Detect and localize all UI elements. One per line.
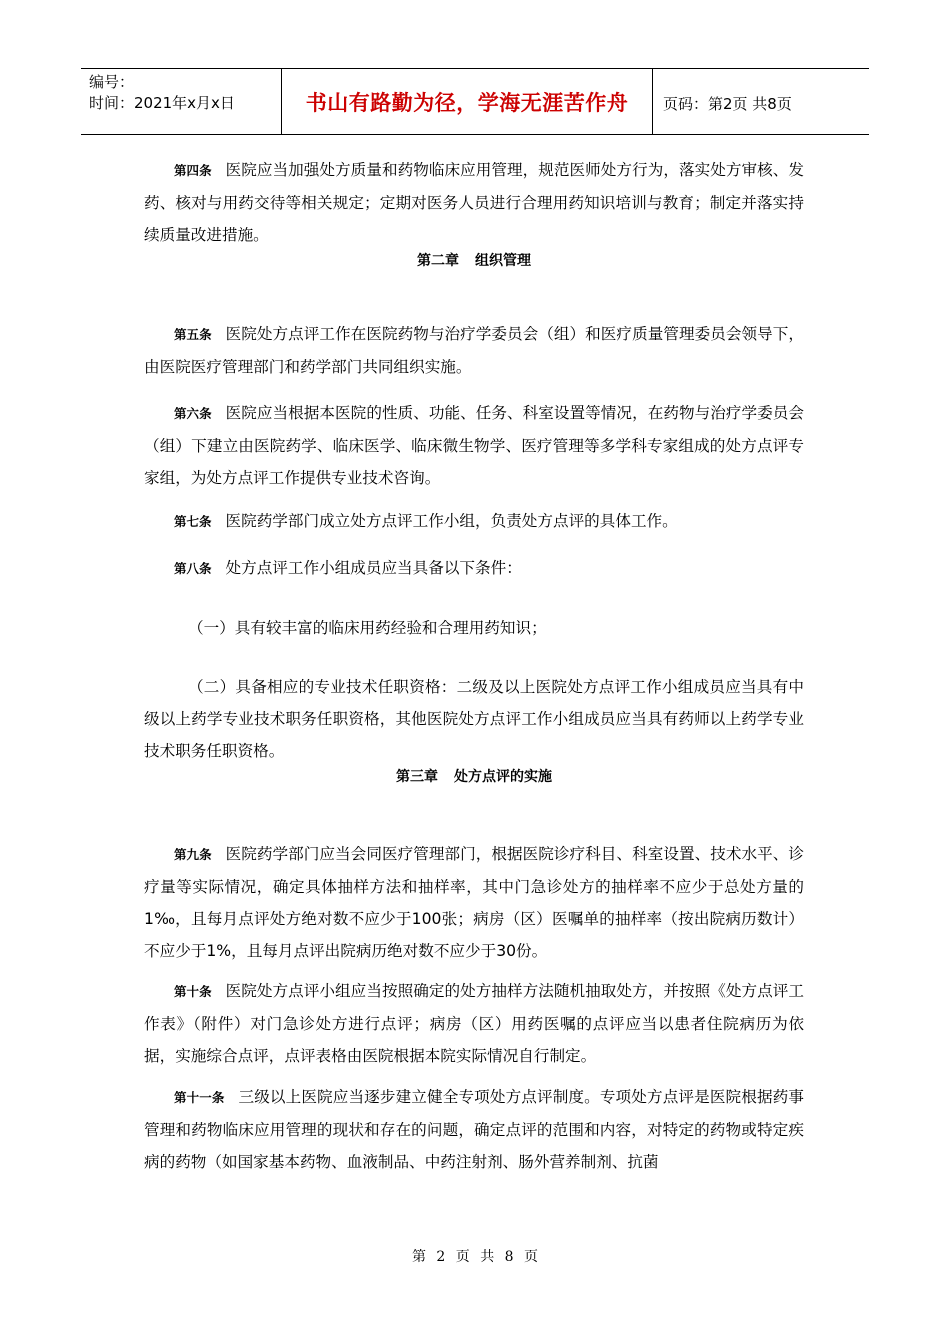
chapter-title: 组织管理 bbox=[475, 253, 531, 269]
article-label: 第十条 bbox=[174, 984, 212, 999]
serial-number-label: 编号： bbox=[89, 73, 135, 91]
article-7 bbox=[144, 505, 804, 538]
condition-text: （一）具有较丰富的临床用药经验和合理用药知识； bbox=[188, 619, 547, 637]
article-label: 第六条 bbox=[174, 406, 212, 421]
header-divider bbox=[652, 69, 653, 134]
article-text: 医院处方点评工作在医院药物与治疗学委员会（组）和医疗质量管理委员会领导下，由医院医疗管理部门和药学部门共同组织实施。 bbox=[144, 325, 804, 376]
header-motto: 书山有路勤为径，学海无涯苦作舟 bbox=[305, 90, 629, 115]
article-11 bbox=[144, 1081, 804, 1178]
header-meta bbox=[89, 72, 235, 114]
article-text: 处方点评工作小组成员应当具备以下条件： bbox=[225, 559, 522, 577]
article-text: 医院药学部门应当会同医疗管理部门，根据医院诊疗科目、科室设置、技术水平、诊疗量等实际情况，确定具体抽样方法和抽样率，其中门急诊处方的抽样率不应少于总处方量的1‰，且每月点评处方绝对数不应少于100张；病房（区）医嘱单的抽样率（按出院病历数计）不应少于1%，且每月点评出院病历绝对数不应少于30份。 bbox=[144, 845, 804, 960]
article-text: 医院应当加强处方质量和药物临床应用管理，规范医师处方行为，落实处方审核、发药、核对与用药交待等相关规定；定期对医务人员进行合理用药知识培训与教育；制定并落实持续质量改进措施。 bbox=[144, 161, 804, 244]
page-footer: 第 2 页 共 8 页 bbox=[411, 1249, 539, 1265]
condition-text: （二）具备相应的专业技术任职资格：二级及以上医院处方点评工作小组成员应当具有中级以上药学专业技术职务任职资格，其他医院处方点评工作小组成员应当具有药师以上药学专业技术职务任职资格。 bbox=[144, 678, 804, 760]
chapter-number: 第二章 bbox=[417, 253, 459, 269]
article-9 bbox=[144, 838, 804, 967]
article-label: 第七条 bbox=[174, 514, 212, 529]
article-8 bbox=[144, 552, 804, 585]
article-10 bbox=[144, 975, 804, 1072]
article-label: 第五条 bbox=[174, 327, 212, 342]
article-6 bbox=[144, 397, 804, 494]
article-label: 第九条 bbox=[174, 847, 212, 862]
chapter-3-heading bbox=[144, 766, 804, 786]
article-label: 第四条 bbox=[174, 163, 212, 178]
page-header bbox=[81, 68, 869, 135]
article-text: 三级以上医院应当逐步建立健全专项处方点评制度。专项处方点评是医院根据药事管理和药物临床应用管理的现状和存在的问题，确定点评的范围和内容，对特定的药物或特定疾病的药物（如国家基本药物、血液制品、中药注射剂、肠外营养制剂、抗菌 bbox=[144, 1088, 804, 1171]
article-text: 医院药学部门成立处方点评工作小组，负责处方点评的具体工作。 bbox=[225, 512, 678, 530]
condition-item-1 bbox=[144, 612, 804, 644]
article-label: 第八条 bbox=[174, 561, 212, 576]
article-5 bbox=[144, 318, 804, 383]
header-page-info: 页码：第2页 共8页 bbox=[663, 95, 792, 113]
article-text: 医院应当根据本医院的性质、功能、任务、科室设置等情况，在药物与治疗学委员会（组）下建立由医院药学、临床医学、临床微生物学、医疗管理等多学科专家组成的处方点评专家组，为处方点评工作提供专业技术咨询。 bbox=[144, 404, 804, 487]
chapter-title: 处方点评的实施 bbox=[454, 769, 552, 785]
chapter-2-heading bbox=[144, 250, 804, 270]
article-4 bbox=[144, 154, 804, 251]
article-text: 医院处方点评小组应当按照确定的处方抽样方法随机抽取处方，并按照《处方点评工作表》（附件）对门急诊处方进行点评；病房（区）用药医嘱的点评应当以患者住院病历为依据，实施综合点评，点评表格由医院根据本院实际情况自行制定。 bbox=[144, 982, 804, 1065]
condition-item-2 bbox=[144, 671, 804, 767]
date-label: 时间：2021年x月x日 bbox=[89, 94, 235, 112]
chapter-number: 第三章 bbox=[396, 769, 438, 785]
article-label: 第十一条 bbox=[174, 1090, 225, 1105]
